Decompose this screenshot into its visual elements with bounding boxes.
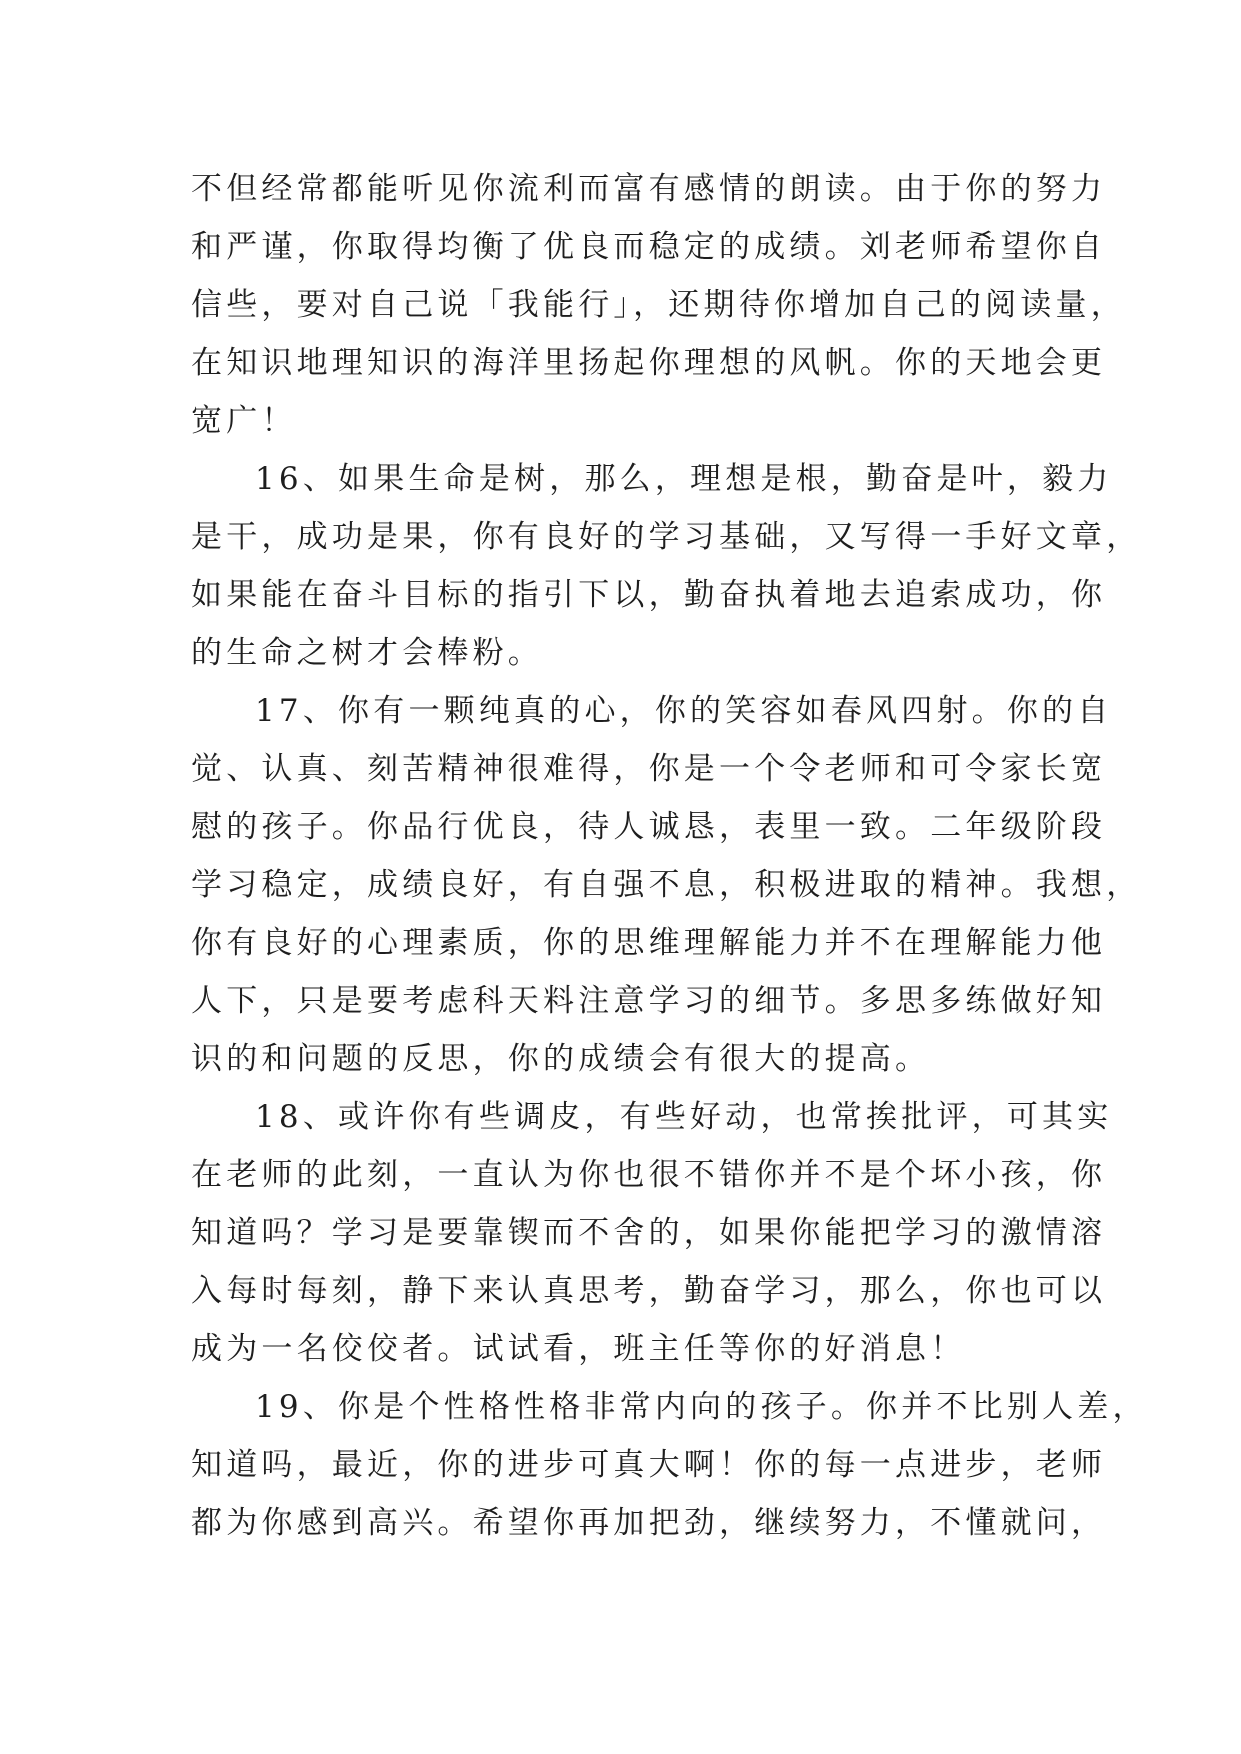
text-line: 知道吗，最近，你的进步可真大啊！你的每一点进步，老师 bbox=[191, 1447, 1107, 1483]
text-line: 在老师的此刻，一直认为你也很不错你并不是个坏小孩，你 bbox=[191, 1157, 1107, 1193]
text-line: 信些，要对自己说「我能行」，还期待你增加自己的阅读量， bbox=[191, 287, 1126, 323]
text-line: 知道吗？学习是要靠锲而不舍的，如果你能把学习的激情溶 bbox=[191, 1215, 1107, 1251]
text-line: 的生命之树才会棒粉。 bbox=[191, 635, 543, 671]
text-line: 不但经常都能听见你流利而富有感情的朗读。由于你的努力 bbox=[191, 171, 1107, 207]
text-line: 成为一名佼佼者。试试看，班主任等你的好消息！ bbox=[191, 1331, 966, 1367]
text-line: 入每时每刻，静下来认真思考，勤奋学习，那么，你也可以 bbox=[191, 1273, 1107, 1309]
text-line: 宽广！ bbox=[191, 403, 297, 439]
paragraph-19-first-line: 19、你是个性格性格非常内向的孩子。你并不比别人差， bbox=[255, 1389, 1148, 1425]
paragraph-16-first-line: 16、如果生命是树，那么，理想是根，勤奋是叶，毅力 bbox=[255, 461, 1113, 497]
text-line: 你有良好的心理素质，你的思维理解能力并不在理解能力他 bbox=[191, 925, 1107, 961]
text-line: 是干，成功是果，你有良好的学习基础，又写得一手好文章， bbox=[191, 519, 1142, 555]
text-line: 觉、认真、刻苦精神很难得，你是一个令老师和可令家长宽 bbox=[191, 751, 1107, 787]
text-line: 如果能在奋斗目标的指引下以，勤奋执着地去追索成功，你 bbox=[191, 577, 1107, 613]
text-line: 人下，只是要考虑科天料注意学习的细节。多思多练做好知 bbox=[191, 983, 1107, 1019]
paragraph-18-first-line: 18、或许你有些调皮，有些好动，也常挨批评，可其实 bbox=[255, 1099, 1113, 1135]
document-body bbox=[191, 160, 1148, 1552]
text-line: 在知识地理知识的海洋里扬起你理想的风帆。你的天地会更 bbox=[191, 345, 1107, 381]
text-line: 学习稳定，成绩良好，有自强不息，积极进取的精神。我想， bbox=[191, 867, 1142, 903]
text-line: 慰的孩子。你品行优良，待人诚恳，表里一致。二年级阶段 bbox=[191, 809, 1107, 845]
text-line: 识的和问题的反思，你的成绩会有很大的提高。 bbox=[191, 1041, 931, 1077]
paragraph-17-first-line: 17、你有一颗纯真的心，你的笑容如春风四射。你的自 bbox=[255, 693, 1113, 729]
text-line: 和严谨，你取得均衡了优良而稳定的成绩。刘老师希望你自 bbox=[191, 229, 1107, 265]
text-line: 都为你感到高兴。希望你再加把劲，继续努力，不懂就问， bbox=[191, 1505, 1107, 1541]
